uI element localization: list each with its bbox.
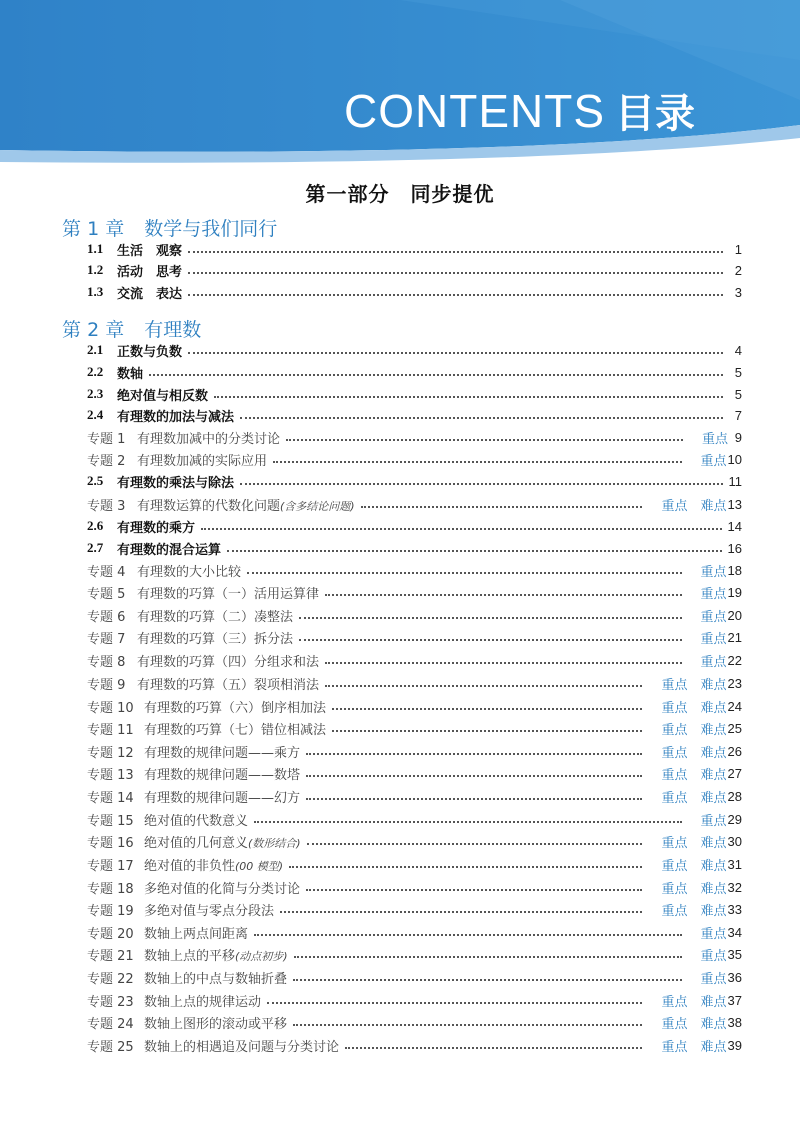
page-number: 9 [734,429,742,445]
entry-number: 专题 18 [87,881,134,897]
entry-title-text: 数轴上点的平移 [144,948,236,964]
key-point-tag: 重点 [661,722,688,738]
page-number: 37 [727,992,742,1008]
chapter-label: 第 [62,319,82,341]
key-point-tag: 重点 [700,453,727,469]
difficult-point-tag: 难点 [700,498,727,514]
key-point-tag: 重点 [661,677,688,693]
entry-title [144,878,300,897]
page-number: 21 [727,629,742,645]
entry-title-text: 数轴上的相遇追及问题与分类讨论 [144,1039,340,1055]
key-point-tag: 重点 [661,1039,688,1055]
dot-leader [293,979,682,981]
dot-leader [254,821,682,823]
chapter-heading [62,315,201,342]
entry-title-text: 数轴 [117,366,144,382]
entry-title [144,719,326,738]
entry-title-text: 有理数的巧算（七）错位相减法 [144,722,327,738]
entry-number: 2.5 [87,473,104,488]
entry-title [117,517,195,536]
entry-title [137,583,319,602]
entry-title-text: 有理数的乘法与除法 [117,475,235,491]
entry-title [144,810,248,829]
entry-title-text: 绝对值与相反数 [117,388,209,404]
page-number: 34 [727,924,742,940]
entry-note: (数形结合) [248,836,301,850]
dot-leader [306,889,642,891]
dot-leader [299,639,682,641]
key-point-tag: 重点 [661,1016,688,1032]
dot-leader [273,461,682,463]
dot-leader [345,1047,642,1049]
toc-topic-entry[interactable] [87,740,742,762]
dot-leader [325,594,682,596]
entry-number: 专题 24 [87,1016,134,1032]
toc-topic-entry[interactable] [87,626,742,648]
entry-title [117,240,182,259]
entry-title [137,495,355,514]
toc-topic-entry[interactable] [87,672,742,694]
dot-leader [240,417,723,419]
entry-number: 专题 3 [87,498,126,514]
entry-title-text: 数轴上两点间距离 [144,926,249,942]
page-number: 5 [734,386,742,402]
page-number: 1 [734,241,742,257]
page-number: 13 [727,496,742,512]
entry-title-text: 正数与负数 [117,344,183,360]
page-number: 18 [727,562,742,578]
key-point-tag: 重点 [661,767,688,783]
entry-title [144,923,248,942]
chapter-unit: 章 [105,218,125,240]
entry-title [137,561,241,580]
toc-topic-entry[interactable] [87,876,742,898]
page-number: 7 [734,407,742,423]
entry-title-text: 数轴上点的规律运动 [144,994,262,1010]
entry-note: (动点初步) [235,949,288,963]
entry-tags [648,674,727,693]
page-number: 23 [727,675,742,691]
difficult-point-tag: 难点 [700,835,727,851]
entry-tags [648,1013,727,1032]
toc-topic-entry[interactable] [87,943,742,965]
contents-heading [344,82,695,139]
entry-number: 专题 9 [87,677,126,693]
entry-number: 专题 20 [87,926,134,942]
entry-title [144,1013,287,1032]
toc-topic-entry[interactable] [87,604,742,626]
toc-topic-entry[interactable] [87,717,742,739]
dot-leader [149,374,723,376]
entry-number: 2.6 [87,518,104,533]
key-point-tag: 重点 [700,971,727,987]
page-number: 11 [728,473,742,489]
entry-tags [688,561,727,580]
page-number: 31 [727,856,742,872]
toc-topic-entry[interactable] [87,559,742,581]
page-number: 39 [727,1037,742,1053]
entry-title-text: 多绝对值与零点分段法 [144,903,275,919]
dot-leader [294,956,682,958]
difficult-point-tag: 难点 [700,1039,727,1055]
entry-tags [688,606,727,625]
page-number: 38 [727,1014,742,1030]
dot-leader [240,483,722,485]
entry-title [117,385,208,404]
page-number: 30 [727,833,742,849]
entry-title [137,450,267,469]
chapter-number: 2 [87,319,100,341]
entry-note: (含多结论问题) [280,499,355,513]
entry-number: 专题 16 [87,835,134,851]
toc-topic-entry[interactable] [87,853,742,875]
page-number: 16 [727,540,742,556]
toc-topic-entry[interactable] [87,493,742,515]
dot-leader [286,439,683,441]
page-number: 29 [727,811,742,827]
entry-title-text: 有理数加减的实际应用 [137,453,268,469]
entry-title-text: 有理数的规律问题——数塔 [144,767,301,783]
entry-title [144,991,261,1010]
difficult-point-tag: 难点 [700,745,727,761]
entry-title [144,832,301,851]
dot-leader [325,662,682,664]
entry-tags [648,495,727,514]
key-point-tag: 重点 [661,790,688,806]
key-point-tag: 重点 [700,586,727,602]
entry-tags [648,991,727,1010]
entry-tags [688,923,727,942]
dot-leader [306,753,642,755]
dot-leader [214,396,723,398]
page-number: 3 [734,284,742,300]
dot-leader [254,934,682,936]
chapter-unit: 章 [105,319,125,341]
key-point-tag: 重点 [701,431,728,447]
entry-tags [648,719,727,738]
page-number: 35 [727,946,742,962]
entry-number: 1.3 [87,284,104,299]
key-point-tag: 重点 [661,881,688,897]
key-point-tag: 重点 [661,745,688,761]
entry-title-text: 有理数的巧算（五）裂项相消法 [137,677,320,693]
key-point-tag: 重点 [661,498,688,514]
dot-leader [361,506,642,508]
toc-section-entry[interactable] [87,238,742,260]
entry-number: 1.1 [87,241,104,256]
page-number: 24 [727,698,742,714]
entry-title-text: 交流 表达 [117,286,183,302]
toc-topic-entry[interactable] [87,830,742,852]
entry-number: 专题 10 [87,700,134,716]
entry-title [137,651,319,670]
entry-tags [688,968,727,987]
entry-title-text: 有理数运算的代数化问题 [137,498,281,514]
page-number: 36 [727,969,742,985]
difficult-point-tag: 难点 [700,1016,727,1032]
entry-title-text: 有理数的大小比较 [137,564,242,580]
toc-topic-entry[interactable] [87,649,742,671]
entry-title [144,787,300,806]
dot-leader [332,708,642,710]
toc-topic-entry[interactable] [87,1011,742,1033]
toc-section-entry[interactable] [87,470,742,492]
key-point-tag: 重点 [700,564,727,580]
entry-tags [688,651,727,670]
toc-topic-entry[interactable] [87,448,742,470]
entry-title-text: 活动 思考 [117,264,183,280]
entry-number: 2.3 [87,386,104,401]
entry-title-text: 绝对值的几何意义 [144,835,249,851]
entry-number: 专题 12 [87,745,134,761]
toc-topic-entry[interactable] [87,581,742,603]
page-number: 2 [734,262,742,278]
dot-leader [332,730,642,732]
entry-title [117,472,234,491]
entry-number: 2.4 [87,407,104,422]
dot-leader [307,843,642,845]
entry-number: 专题 11 [87,722,134,738]
entry-title [144,968,287,987]
entry-tags [688,628,727,647]
page-number: 28 [727,788,742,804]
entry-note: (00 模型) [235,859,284,873]
entry-title-text: 数轴上的中点与数轴折叠 [144,971,288,987]
toc-section-entry[interactable] [87,515,742,537]
page-number: 10 [727,451,742,467]
toc-section-entry[interactable] [87,259,742,281]
entry-number: 专题 4 [87,564,126,580]
chapter-number: 1 [87,218,100,240]
toc-section-entry[interactable] [87,281,742,303]
entry-tags [648,697,727,716]
dot-leader [188,294,723,296]
key-point-tag: 重点 [700,813,727,829]
page-number: 27 [727,765,742,781]
entry-number: 专题 25 [87,1039,134,1055]
toc-topic-entry[interactable] [87,808,742,830]
page-number: 19 [727,584,742,600]
entry-title [137,428,280,447]
entry-number: 专题 19 [87,903,134,919]
entry-number: 专题 22 [87,971,134,987]
entry-title-text: 有理数的规律问题——乘方 [144,745,301,761]
toc-topic-entry[interactable] [87,762,742,784]
toc-topic-entry[interactable] [87,1034,742,1056]
entry-title-text: 有理数的巧算（一）活用运算律 [137,586,320,602]
dot-leader [325,685,642,687]
entry-number: 专题 15 [87,813,134,829]
toc-topic-entry[interactable] [87,695,742,717]
chapter-name: 有理数 [144,319,202,341]
page-number: 33 [727,901,742,917]
page-number: 32 [727,879,742,895]
dot-leader [306,775,642,777]
page-number: 26 [727,743,742,759]
chapter-heading [62,214,277,241]
entry-title-text: 数轴上图形的滚动或平移 [144,1016,288,1032]
difficult-point-tag: 难点 [700,767,727,783]
key-point-tag: 重点 [700,948,727,964]
toc-topic-entry[interactable] [87,426,742,448]
difficult-point-tag: 难点 [700,994,727,1010]
entry-tags [648,1036,727,1055]
entry-title-text: 生活 观察 [117,243,183,259]
contents-heading-zh: 目录 [615,91,695,137]
entry-tags [688,583,727,602]
entry-tags [648,900,727,919]
difficult-point-tag: 难点 [700,903,727,919]
entry-title-text: 有理数加减中的分类讨论 [137,431,281,447]
dot-leader [289,866,641,868]
entry-title [144,1036,339,1055]
key-point-tag: 重点 [661,994,688,1010]
entry-tags [648,878,727,897]
page-number: 5 [734,364,742,380]
entry-title [144,945,288,964]
difficult-point-tag: 难点 [700,677,727,693]
entry-title-text: 有理数的混合运算 [117,542,222,558]
dot-leader [293,1024,642,1026]
page-number: 22 [727,652,742,668]
entry-title [144,855,283,874]
entry-title-text: 有理数的巧算（六）倒序相加法 [144,700,327,716]
toc-section-entry[interactable] [87,383,742,405]
difficult-point-tag: 难点 [700,790,727,806]
key-point-tag: 重点 [700,609,727,625]
page-number: 20 [727,607,742,623]
difficult-point-tag: 难点 [700,858,727,874]
entry-title-text: 有理数的巧算（二）凑整法 [137,609,294,625]
key-point-tag: 重点 [661,835,688,851]
chapter-name: 数学与我们同行 [144,218,278,240]
entry-number: 2.2 [87,364,104,379]
entry-tags [648,855,727,874]
dot-leader [227,550,722,552]
toc-section-entry[interactable] [87,537,742,559]
entry-tags [689,428,728,447]
entry-title [144,697,326,716]
entry-tags [648,764,727,783]
entry-title-text: 有理数的加法与减法 [117,409,235,425]
dot-leader [188,352,723,354]
entry-number: 专题 7 [87,631,126,647]
entry-tags [648,787,727,806]
entry-title [144,764,300,783]
difficult-point-tag: 难点 [700,700,727,716]
toc-section-entry[interactable] [87,404,742,426]
key-point-tag: 重点 [700,631,727,647]
entry-title [144,900,274,919]
entry-title [144,742,300,761]
entry-tags [688,945,727,964]
dot-leader [247,572,682,574]
entry-number: 专题 13 [87,767,134,783]
page-number: 4 [734,342,742,358]
entry-number: 专题 14 [87,790,134,806]
entry-number: 1.2 [87,262,104,277]
entry-title-text: 有理数的巧算（三）拆分法 [137,631,294,647]
dot-leader [267,1002,642,1004]
entry-number: 专题 17 [87,858,134,874]
entry-title-text: 有理数的规律问题——幻方 [144,790,301,806]
entry-title [137,674,319,693]
key-point-tag: 重点 [661,858,688,874]
page-number: 14 [727,518,742,534]
entry-title-text: 多绝对值的化简与分类讨论 [144,881,301,897]
toc-topic-entry[interactable] [87,966,742,988]
entry-number: 专题 1 [87,431,126,447]
toc-topic-entry[interactable] [87,921,742,943]
entry-title [117,283,182,302]
entry-number: 专题 21 [87,948,134,964]
entry-title [117,363,143,382]
page-number: 25 [727,720,742,736]
entry-title-text: 有理数的巧算（四）分组求和法 [137,654,320,670]
dot-leader [201,528,722,530]
chapter-label: 第 [62,218,82,240]
dot-leader [188,272,723,274]
dot-leader [280,911,642,913]
entry-number: 2.7 [87,540,104,555]
entry-number: 专题 8 [87,654,126,670]
entry-title [117,341,182,360]
toc-topic-entry[interactable] [87,898,742,920]
entry-title-text: 绝对值的代数意义 [144,813,249,829]
toc-topic-entry[interactable] [87,989,742,1011]
entry-number: 专题 2 [87,453,126,469]
entry-tags [688,450,727,469]
header-banner [0,0,800,175]
entry-number: 专题 6 [87,609,126,625]
entry-tags [648,832,727,851]
entry-title [117,261,182,280]
entry-number: 2.1 [87,342,104,357]
entry-title [117,539,221,558]
entry-number: 专题 23 [87,994,134,1010]
key-point-tag: 重点 [661,700,688,716]
key-point-tag: 重点 [700,926,727,942]
toc-topic-entry[interactable] [87,785,742,807]
contents-heading-en: CONTENTS [344,85,605,137]
entry-tags [648,742,727,761]
key-point-tag: 重点 [661,903,688,919]
toc-section-entry[interactable] [87,339,742,361]
part-title: 第一部分 同步提优 [305,182,495,206]
entry-number: 专题 5 [87,586,126,602]
difficult-point-tag: 难点 [700,722,727,738]
entry-title [137,628,293,647]
entry-title-text: 有理数的乘方 [117,520,196,536]
difficult-point-tag: 难点 [700,881,727,897]
dot-leader [299,617,682,619]
dot-leader [306,798,642,800]
entry-title-text: 绝对值的非负性 [144,858,236,874]
key-point-tag: 重点 [700,654,727,670]
toc-section-entry[interactable] [87,361,742,383]
entry-title [137,606,293,625]
dot-leader [188,251,723,253]
entry-title [117,406,234,425]
entry-tags [688,810,727,829]
